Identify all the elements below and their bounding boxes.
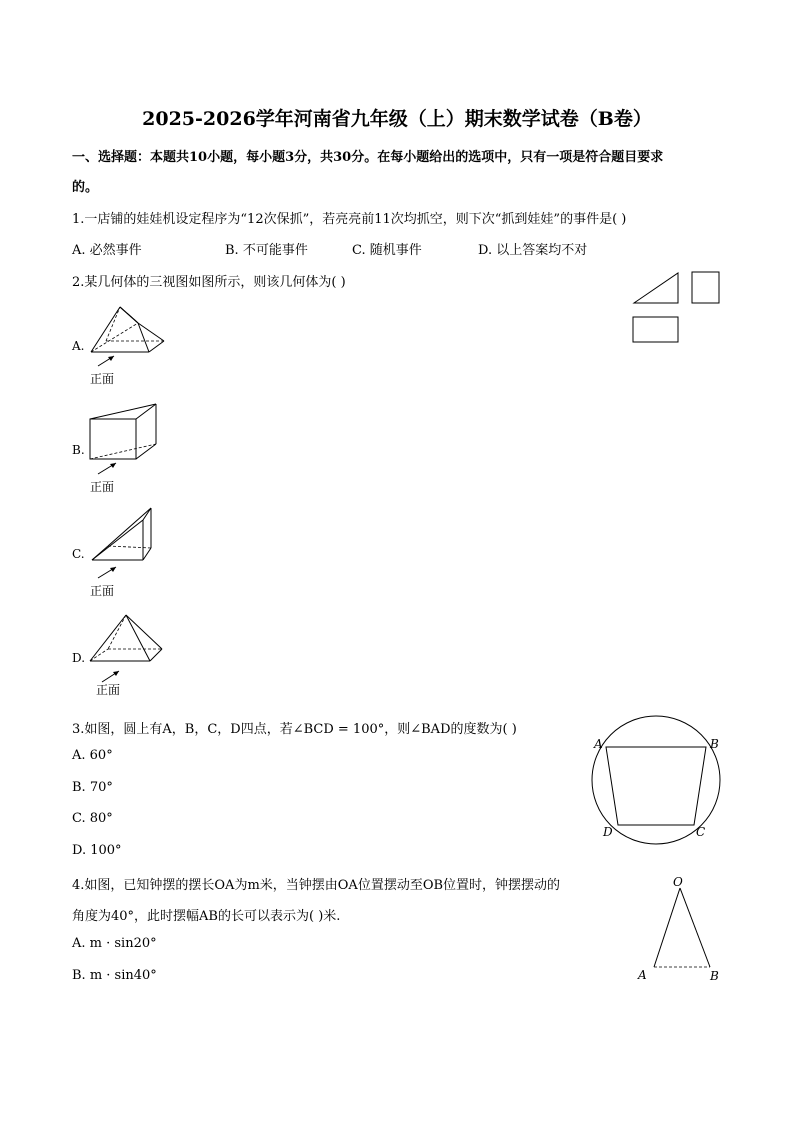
front-label-b: 正面	[90, 480, 115, 494]
question-3-stem: 3.如图，圆上有A，B，C，D四点，若∠BCD = 100°，则∠BAD的度数为( )	[72, 722, 517, 737]
page-title: 2025-2026学年河南省九年级（上）期末数学试卷（B卷）	[142, 108, 652, 130]
front-label-c: 正面	[90, 584, 115, 598]
section-heading-line1: 一、选择题：本题共10小题，每小题3分，共30分。在每小题给出的选项中，只有一项是符合题目要求	[72, 150, 664, 165]
question-4-stem-line1: 4.如图，已知钟摆的摆长OA为m米，当钟摆由OA位置摆动至OB位置时，钟摆摆动的	[72, 878, 561, 893]
question-1-option-c: C. 随机事件	[352, 243, 422, 258]
question-4-stem-line2: 角度为40°，此时摆幅AB的长可以表示为( )米.	[72, 909, 341, 924]
point-c-label: C	[696, 825, 706, 839]
question-2-stem: 2.某几何体的三视图如图所示，则该几何体为( )	[72, 275, 346, 290]
front-label-d: 正面	[96, 683, 121, 697]
question-1-option-a: A. 必然事件	[72, 243, 142, 258]
question-1-stem: 1.一店铺的娃娃机设定程序为“12次保抓”，若亮亮前11次均抓空，则下次“抓到娃娃”的事件是( )	[72, 212, 627, 227]
question-2-option-b: B.	[72, 443, 85, 457]
point-d-label: D	[603, 825, 613, 839]
point-o-label: O	[673, 875, 683, 889]
option-c-wedge-figure	[86, 506, 162, 590]
option-b-prism-figure	[86, 402, 162, 486]
question-2-option-c: C.	[72, 547, 85, 561]
question-1-option-d: D. 以上答案均不对	[478, 243, 588, 258]
question-3-option-c: C. 80°	[72, 811, 113, 826]
question-2-option-a: A.	[72, 339, 85, 353]
circle-quadrilateral-figure	[590, 712, 730, 850]
point-b4-label: B	[710, 969, 719, 983]
point-a4-label: A	[638, 968, 647, 982]
question-2-option-d: D.	[72, 651, 86, 665]
question-1-option-b: B. 不可能事件	[225, 243, 308, 258]
point-a-label: A	[594, 737, 603, 751]
three-view-diagram	[630, 270, 722, 346]
front-label-a: 正面	[90, 372, 115, 386]
section-heading-line2: 的。	[72, 180, 99, 195]
question-4-option-a: A. m · sin20°	[72, 936, 157, 951]
point-b-label: B	[710, 737, 719, 751]
question-4-option-b: B. m · sin40°	[72, 968, 157, 983]
question-3-option-d: D. 100°	[72, 843, 122, 858]
question-3-option-a: A. 60°	[72, 748, 113, 763]
question-3-option-b: B. 70°	[72, 780, 113, 795]
pendulum-figure	[634, 872, 730, 986]
